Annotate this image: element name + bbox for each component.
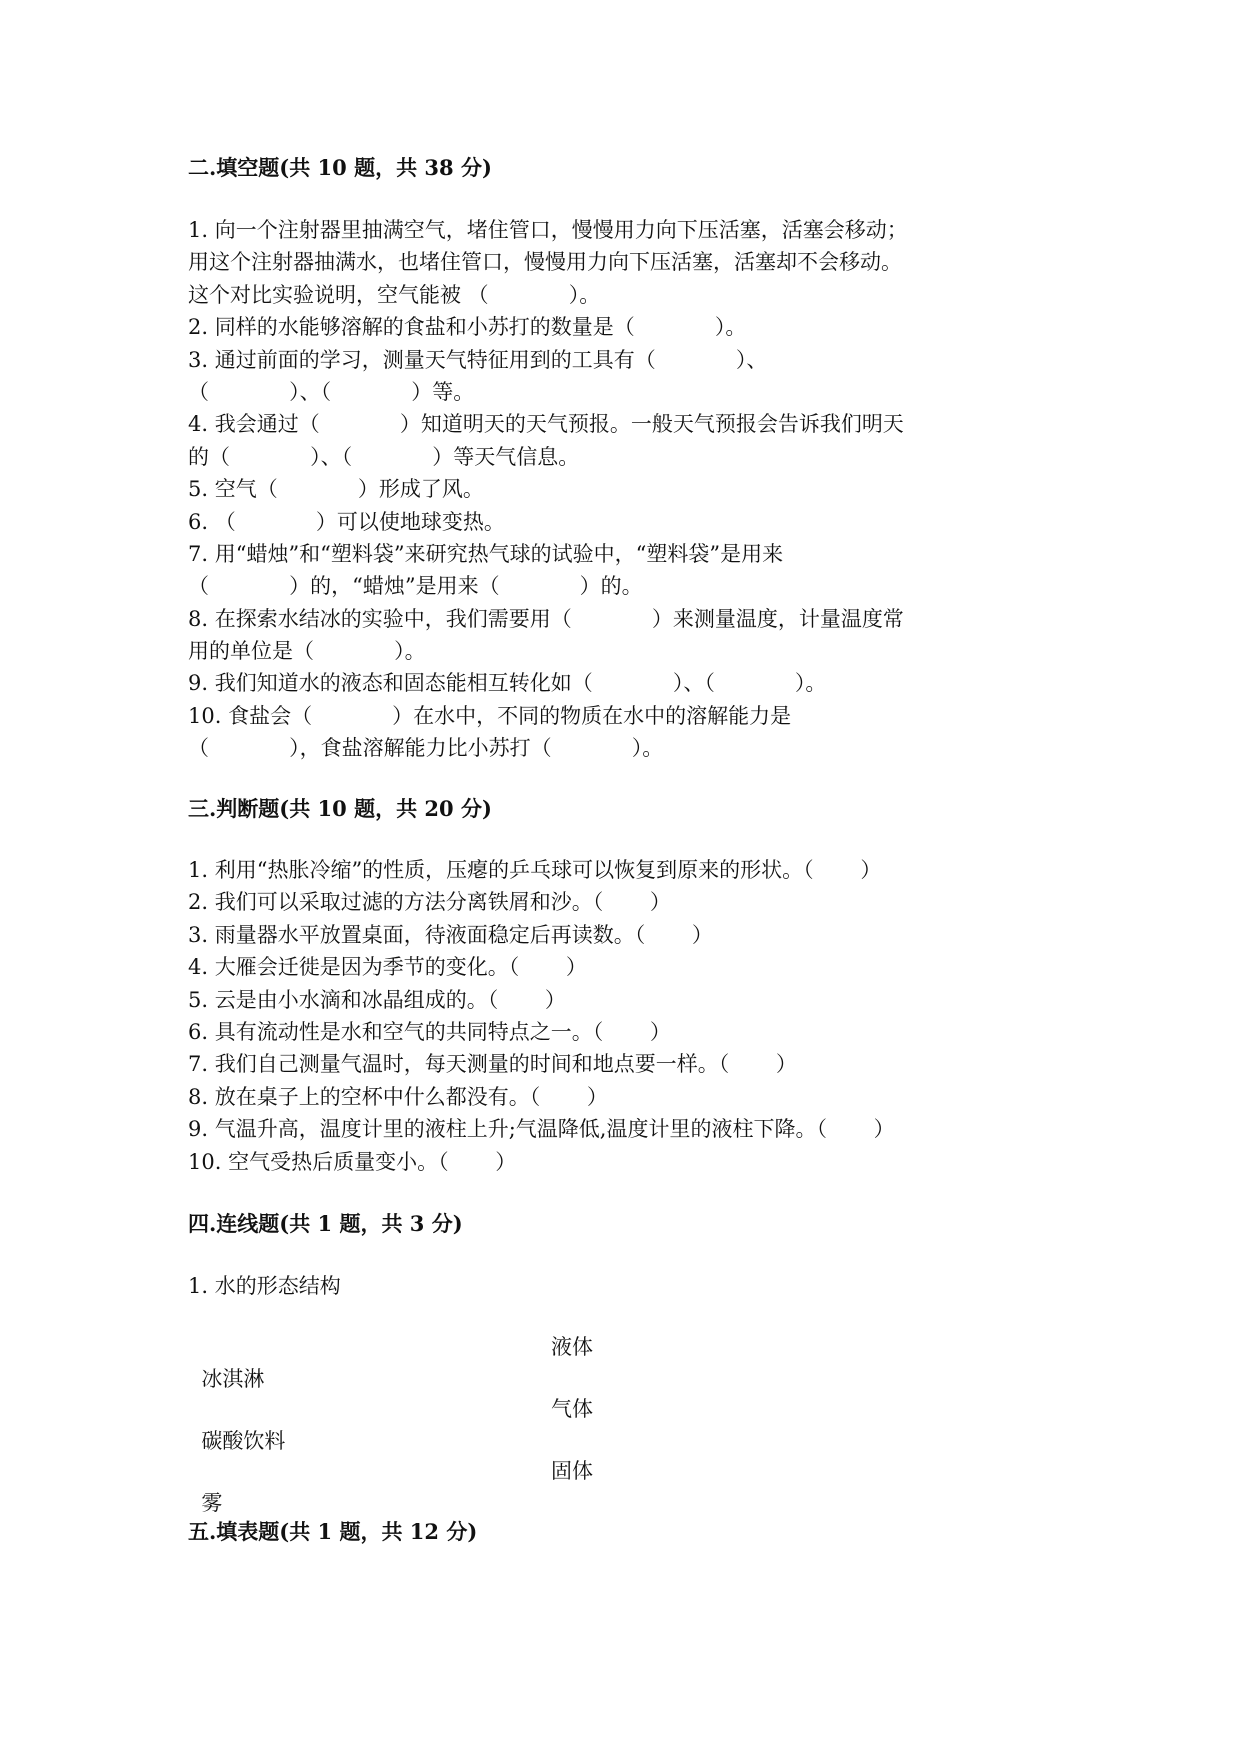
question-line: （ ）的，“蜡烛”是用来（ ）的。 [188, 574, 643, 599]
question-line: 10. 食盐会（ ）在水中，不同的物质在水中的溶解能力是 [188, 703, 792, 728]
question-line: 7. 用“蜡烛”和“塑料袋”来研究热气球的试验中，“塑料袋”是用来 [188, 541, 784, 566]
question-line: 5. 云是由小水滴和冰晶组成的。（ ） [188, 987, 566, 1012]
question-line: （ ）、（ ）等。 [188, 379, 475, 404]
section-4-heading: 四.连线题(共 1 题，共 3 分) [188, 1211, 463, 1236]
question-line: 3. 雨量器水平放置桌面，待液面稳定后再读数。（ ） [188, 922, 713, 947]
question-line: 5. 空气（ ）形成了风。 [188, 477, 484, 502]
matching-question: 1. 水的形态结构 [188, 1274, 341, 1298]
question-line: 用这个注射器抽满水，也堵住管口，慢慢用力向下压活塞，活塞却不会移动。 [188, 250, 902, 275]
question-line: 7. 我们自己测量气温时，每天测量的时间和地点要一样。（ ） [188, 1052, 797, 1077]
section-5-heading: 五.填表题(共 1 题，共 12 分) [188, 1519, 478, 1544]
fill-in-questions [188, 214, 908, 765]
question-line: 1. 利用“热胀冷缩”的性质，压瘪的乒乓球可以恢复到原来的形状。（ ） [188, 858, 882, 882]
question-line: 8. 在探索水结冰的实验中，我们需要用（ ）来测量温度，计量温度常 [188, 606, 904, 631]
question-line: 1. 向一个注射器里抽满空气，堵住管口，慢慢用力向下压活塞，活塞会移动； [188, 218, 908, 242]
question-line: 用的单位是（ ）。 [188, 639, 426, 664]
question-line: 2. 我们可以采取过滤的方法分离铁屑和沙。（ ） [188, 890, 671, 915]
matching-left-item: 冰淇淋 [201, 1367, 265, 1391]
section-3-heading: 三.判断题(共 10 题，共 20 分) [188, 796, 492, 821]
question-line: 这个对比实验说明，空气能被 （ ）。 [188, 282, 601, 307]
question-line: （ ），食盐溶解能力比小苏打（ ）。 [188, 736, 664, 761]
matching-left-item: 碳酸饮料 [201, 1429, 286, 1453]
question-line: 3. 通过前面的学习，测量天气特征用到的工具有（ ）、 [188, 347, 768, 372]
question-line: 10. 空气受热后质量变小。（ ） [188, 1149, 517, 1174]
matching-right-item: 气体 [551, 1397, 593, 1421]
question-line: 8. 放在桌子上的空杯中什么都没有。（ ） [188, 1084, 608, 1109]
question-line: 9. 我们知道水的液态和固态能相互转化如（ ）、（ ）。 [188, 671, 827, 696]
question-line: 6. 具有流动性是水和空气的共同特点之一。（ ） [188, 1019, 671, 1044]
question-line: 4. 大雁会迁徙是因为季节的变化。（ ） [188, 955, 587, 980]
question-line: 4. 我会通过（ ）知道明天的天气预报。一般天气预报会告诉我们明天 [188, 412, 904, 437]
question-line: 2. 同样的水能够溶解的食盐和小苏打的数量是（ ）。 [188, 315, 747, 340]
question-line: 9. 气温升高，温度计里的液柱上升;气温降低,温度计里的液柱下降。（ ） [188, 1117, 895, 1142]
true-false-questions [188, 854, 895, 1178]
matching-right-item: 固体 [551, 1459, 593, 1483]
question-line: 6. （ ）可以使地球变热。 [188, 509, 505, 534]
section-2-heading: 二.填空题(共 10 题，共 38 分) [188, 155, 492, 180]
matching-right-item: 液体 [551, 1335, 593, 1359]
matching-left-item: 雾 [201, 1491, 223, 1515]
question-line: 的（ ）、（ ）等天气信息。 [188, 444, 580, 469]
